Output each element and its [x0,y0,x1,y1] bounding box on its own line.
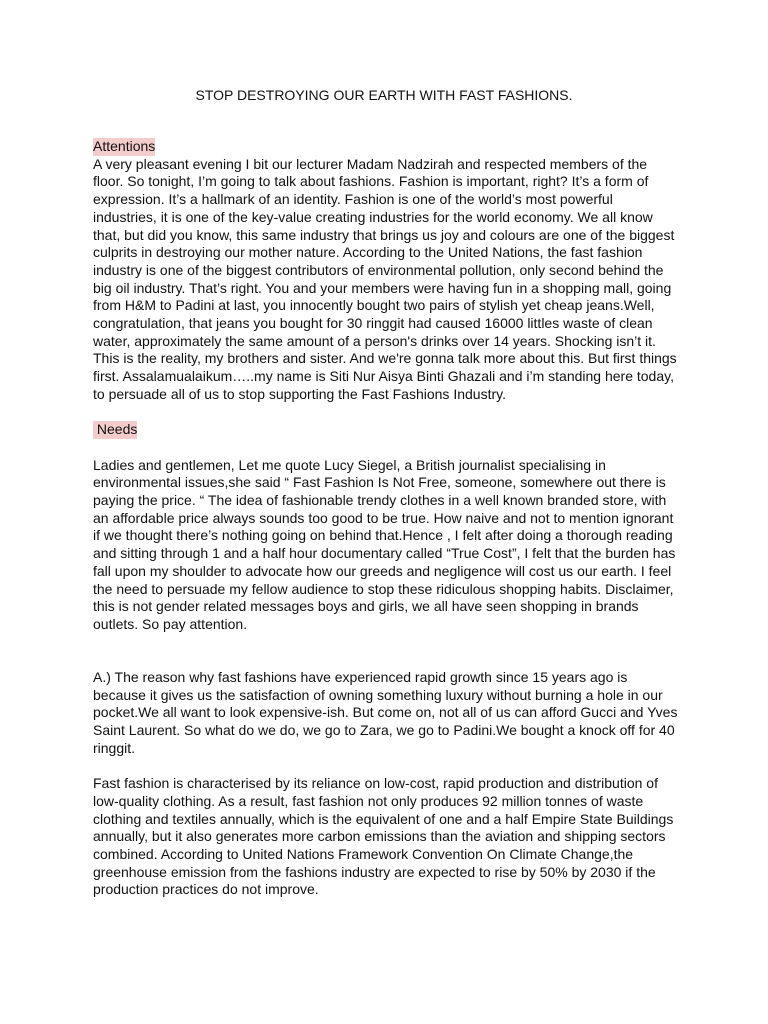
attentions-heading: Attentions [93,138,156,154]
document-body [93,138,678,899]
spacer [93,634,678,669]
needs-paragraph: Ladies and gentlemen, Let me quote Lucy Siegel, a British journalist specialising in environmental issues,she said “ Fast Fashion Is Not Free, someone, somewhere out there is paying the price. “ The idea of fashionable trendy clothes in a well known branded store, with an affordable price always sounds too good to be true. How naive and not to mention ignorant if we thought there’s nothing going on behind that.Hence , I felt after doing a thorough reading and sitting through 1 and a half hour documentary called “True Cost”, I felt that the burden has fall upon my shoulder to advocate how our greeds and negligence will cost us our earth. I feel the need to persuade my fellow audience to stop these ridiculous shopping habits. Disclaimer, this is not gender related messages boys and girls, we all have seen shopping in brands outlets. So pay attention. [93,456,676,632]
needs-heading: Needs [93,421,138,438]
document-title: STOP DESTROYING OUR EARTH WITH FAST FASHIONS. [195,87,573,103]
fast-fashion-paragraph: Fast fashion is characterised by its reliance on low-cost, rapid production and distribution of low-quality clothing. As a result, fast fashion not only produces 92 million tonnes of waste clothing and textiles annually, which is the equivalent of one and a half Empire State Buildings annually, but it also generates more carbon emissions than the aviation and shipping sectors combined. According to United Nations Framework Convention On Climate Change,the greenhouse emission from the fashions industry are expected to rise by 50% by 2030 if the production practices do not improve. [93,775,674,898]
attentions-heading-line [93,138,678,156]
spacer [93,439,678,457]
spacer [93,404,678,422]
point-a-paragraph: A.) The reason why fast fashions have experienced rapid growth since 15 years ago is because it gives us the satisfaction of owning something luxury without burning a hole in our pocket.We all want to look expensive-ish. But come on, not all of us can afford Gucci and Yves Saint Laurent. So what do we do, we go to Zara, we go to Padini.We bought a knock off for 40 ringgit. [93,669,678,756]
spacer [93,758,678,776]
needs-heading-line [93,421,678,439]
attentions-paragraph: A very pleasant evening I bit our lecturer Madam Nadzirah and respected members of the floor. So tonight, I’m going to talk about fashions. Fashion is important, right? It’s a form of expression. It’s a hallmark of an identity. Fashion is one of the world’s most powerful industries, it is one of the key-value creating industries for the world economy. We all know that, but did you know, this same industry that brings us joy and colours are one of the biggest culprits in destroying our mother nature. According to the United Nations, the fast fashion industry is one of the biggest contributors of environmental pollution, only second behind the big oil industry. That’s right. You and your members were having fun in a shopping mall, going from H&M to Padini at last, you innocently bought two pairs of stylish yet cheap jeans.Well, congratulation, that jeans you bought for 30 ringgit had caused 16000 littles waste of clean water, approximately the same amount of a person's drinks over 14 years. Shocking isn’t it. This is the reality, my brothers and sister. And we're gonna talk more about this. But first things first. Assalamualaikum…..my name is Siti Nur Aisya Binti Ghazali and i’m standing here today, to persuade all of us to stop supporting the Fast Fashions Industry. [93,155,677,402]
